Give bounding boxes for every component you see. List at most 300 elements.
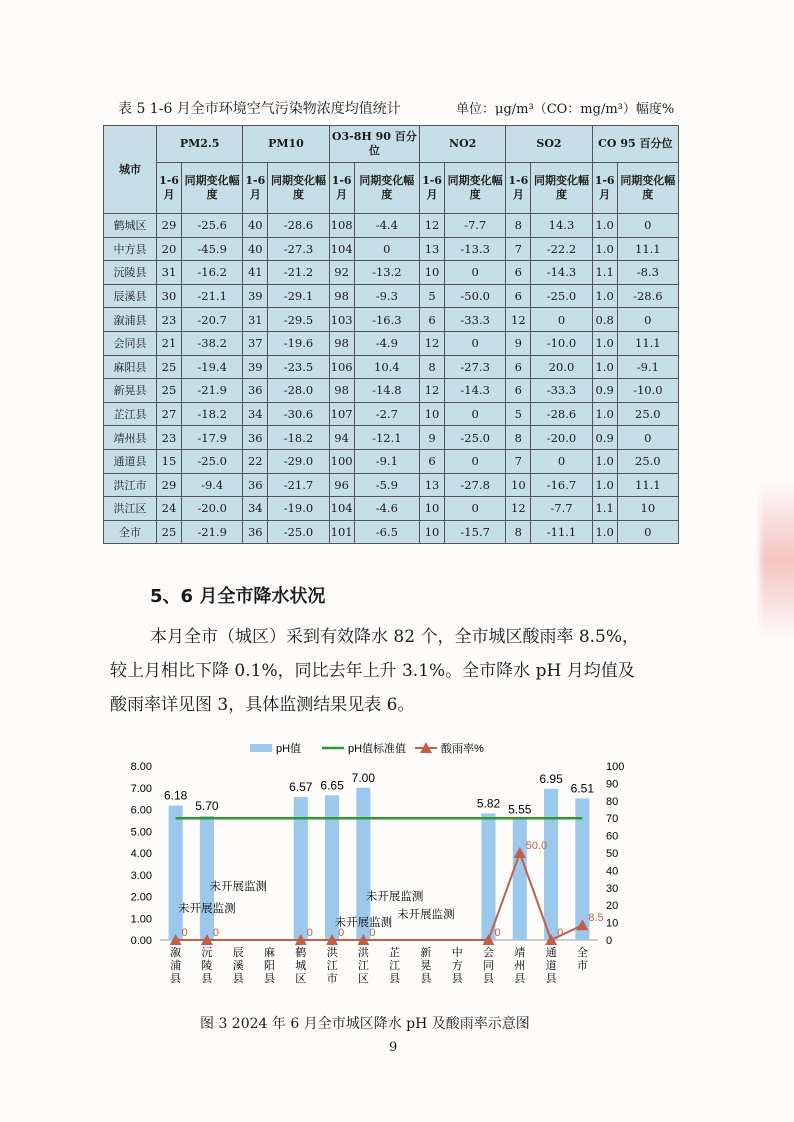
x-category-label: 县 (420, 972, 432, 985)
page-number: 9 (389, 1040, 398, 1055)
x-category-label: 阳 (264, 959, 275, 972)
table-unit: 单位：μg/m³（CO：mg/m³）幅度% (456, 102, 675, 117)
x-category-label: 中 (451, 946, 463, 959)
city-cell: 靖州县 (104, 426, 157, 450)
ph-value-label: 5.55 (508, 802, 532, 817)
x-category-label: 溆 (170, 946, 182, 959)
ph-value-label: 6.18 (163, 788, 188, 803)
value-cell: 108 (329, 214, 354, 238)
value-cell: 14.3 (531, 214, 592, 238)
value-cell: -25.6 (182, 214, 243, 238)
value-cell: -23.5 (268, 355, 329, 379)
value-cell: 9 (420, 426, 445, 450)
x-category-label: 同 (483, 959, 494, 972)
value-cell: -30.6 (268, 402, 329, 426)
ph-value-label: 6.95 (539, 771, 563, 786)
y-right-tick-label: 40 (606, 865, 619, 878)
value-cell: -7.7 (531, 497, 592, 521)
value-cell: -28.0 (268, 379, 329, 403)
value-cell: -19.4 (182, 355, 243, 379)
x-category-label: 市 (576, 959, 588, 972)
ph-value-label: 5.82 (476, 796, 501, 811)
x-category-label: 县 (451, 972, 463, 985)
not-monitored-annotation: 未开展监测 (178, 901, 236, 915)
value-cell: 29 (157, 214, 182, 238)
value-cell: -12.1 (354, 426, 419, 450)
value-cell: 6 (506, 355, 531, 379)
value-cell: 12 (506, 497, 531, 521)
value-cell: -25.0 (182, 449, 243, 473)
ph-bar (513, 819, 527, 940)
value-cell: 20.0 (531, 355, 592, 379)
x-category-label: 县 (483, 972, 494, 985)
value-cell: 36 (243, 426, 268, 450)
ph-value-label: 7.00 (351, 770, 376, 785)
value-cell: 1.0 (592, 331, 617, 355)
value-cell: 29 (157, 473, 182, 497)
x-category-label: 洪 (326, 946, 338, 959)
pollutant-header: CO 95 百分位 (592, 126, 678, 163)
city-header: 城市 (104, 126, 157, 214)
x-category-label: 县 (170, 972, 182, 985)
change-header: 同期变化幅度 (268, 163, 329, 214)
table-caption: 表 5 1-6 月全市环境空气污染物浓度均值统计 (118, 101, 401, 117)
seal-stamp-edge (760, 480, 794, 640)
value-cell: 104 (329, 237, 354, 261)
value-cell: 12 (420, 331, 445, 355)
value-cell: 6 (506, 379, 531, 403)
pollutant-header: PM2.5 (157, 126, 243, 163)
value-cell: 39 (243, 355, 268, 379)
value-cell: 0.8 (592, 308, 617, 332)
value-cell: 0 (445, 497, 506, 521)
acid-rain-label: 0 (494, 927, 501, 939)
legend-label: pH值标准值 (348, 743, 407, 755)
value-cell: 9 (506, 331, 531, 355)
value-cell: 8 (506, 426, 531, 450)
not-monitored-annotation: 未开展监测 (209, 879, 267, 893)
pollutant-header: O3-8H 90 百分位 (329, 126, 419, 163)
value-cell: 1.0 (592, 284, 617, 308)
value-cell: 5 (506, 402, 531, 426)
ph-value-label: 6.51 (570, 781, 595, 796)
table-row (104, 497, 679, 521)
value-cell: 0 (445, 449, 506, 473)
value-cell: -38.2 (182, 331, 243, 355)
value-cell: -22.2 (531, 237, 592, 261)
x-category-label: 芷 (389, 946, 401, 959)
y-left-tick-label: 1.00 (130, 913, 152, 926)
x-category-label: 城 (295, 959, 307, 972)
value-cell: 20 (157, 237, 182, 261)
value-cell: -2.7 (354, 402, 419, 426)
value-cell: 98 (329, 331, 354, 355)
value-cell: -25.0 (445, 426, 506, 450)
table-row (104, 308, 679, 332)
value-cell: 31 (243, 308, 268, 332)
value-cell: 0.9 (592, 426, 617, 450)
value-cell: -21.9 (182, 379, 243, 403)
value-cell: -9.3 (354, 284, 419, 308)
value-cell: 0 (617, 308, 678, 332)
value-cell: -28.6 (617, 284, 678, 308)
value-cell: 1.0 (592, 214, 617, 238)
x-category-label: 全 (576, 946, 588, 959)
y-right-tick-label: 20 (606, 900, 619, 913)
ph-value-label: 6.57 (289, 780, 313, 795)
value-cell: 13 (420, 473, 445, 497)
not-monitored-annotation: 未开展监测 (365, 889, 424, 903)
city-cell: 通道县 (104, 449, 157, 473)
value-cell: 6 (420, 449, 445, 473)
x-category-label: 晃 (420, 959, 432, 972)
value-cell: 10.4 (354, 355, 419, 379)
table-row (104, 237, 679, 261)
table-row (104, 379, 679, 403)
value-cell: 10 (420, 520, 445, 544)
table-row (104, 331, 679, 355)
value-cell: 1.0 (592, 449, 617, 473)
city-cell: 全市 (104, 520, 157, 544)
value-cell: 8 (506, 214, 531, 238)
value-cell: -16.3 (354, 308, 419, 332)
x-category-label: 县 (514, 972, 526, 985)
value-cell: -10.0 (617, 379, 678, 403)
value-cell: 0 (617, 426, 678, 450)
value-cell: -13.2 (354, 261, 419, 285)
x-category-label: 洪 (357, 946, 369, 959)
x-category-label: 沅 (201, 946, 213, 959)
value-cell: 94 (329, 426, 354, 450)
value-cell: 8 (420, 355, 445, 379)
value-cell: -11.1 (531, 520, 592, 544)
value-cell: 107 (329, 402, 354, 426)
acid-rain-label: 0 (338, 927, 345, 939)
table-row (104, 261, 679, 285)
value-cell: -25.0 (268, 520, 329, 544)
value-cell: 100 (329, 449, 354, 473)
city-cell: 洪江区 (104, 497, 157, 521)
x-category-label: 麻 (264, 946, 275, 959)
value-cell: 10 (506, 473, 531, 497)
value-cell: 0 (531, 449, 592, 473)
legend-swatch (250, 744, 272, 752)
x-category-label: 道 (545, 959, 557, 972)
value-cell: -5.9 (354, 473, 419, 497)
x-category-label: 市 (326, 972, 338, 985)
x-category-label: 县 (232, 972, 244, 985)
y-right-tick-label: 30 (606, 882, 619, 895)
x-category-label: 方 (451, 959, 463, 972)
x-category-label: 溪 (232, 959, 244, 972)
y-right-tick-label: 60 (606, 830, 619, 843)
table-row (104, 426, 679, 450)
acid-rain-label: 0 (306, 927, 313, 939)
value-cell: -20.0 (531, 426, 592, 450)
city-cell: 新晃县 (104, 379, 157, 403)
table-row (104, 214, 679, 238)
value-cell: 10 (617, 497, 678, 521)
ph-bar (544, 789, 558, 940)
value-cell: 36 (243, 520, 268, 544)
value-cell: -29.5 (268, 308, 329, 332)
value-cell: 7 (506, 237, 531, 261)
value-cell: 13 (420, 237, 445, 261)
x-category-label: 陵 (201, 959, 213, 972)
value-cell: -33.3 (531, 379, 592, 403)
value-cell: 8 (506, 520, 531, 544)
x-category-label: 县 (389, 972, 401, 985)
value-cell: 104 (329, 497, 354, 521)
value-cell: -9.1 (617, 355, 678, 379)
table-row (104, 520, 679, 544)
value-cell: 101 (329, 520, 354, 544)
value-cell: -6.5 (354, 520, 419, 544)
value-cell: 1.0 (592, 473, 617, 497)
value-cell: -21.9 (182, 520, 243, 544)
value-cell: 27 (157, 402, 182, 426)
value-cell: 0 (354, 237, 419, 261)
period-header: 1-6 月 (157, 163, 182, 214)
change-header: 同期变化幅度 (182, 163, 243, 214)
y-right-tick-label: 50 (606, 848, 619, 860)
value-cell: 0 (617, 214, 678, 238)
city-cell: 溆浦县 (104, 308, 157, 332)
value-cell: -14.8 (354, 379, 419, 403)
value-cell: -9.1 (354, 449, 419, 473)
value-cell: -14.3 (531, 261, 592, 285)
value-cell: -21.7 (268, 473, 329, 497)
value-cell: 0 (617, 520, 678, 544)
value-cell: 6 (506, 261, 531, 285)
air-quality-table (103, 125, 679, 544)
value-cell: 36 (243, 473, 268, 497)
y-left-tick-label: 7.00 (130, 782, 152, 795)
value-cell: 23 (157, 426, 182, 450)
x-category-label: 江 (326, 959, 338, 972)
value-cell: -18.2 (182, 402, 243, 426)
value-cell: 106 (329, 355, 354, 379)
value-cell: 0 (445, 402, 506, 426)
value-cell: 30 (157, 284, 182, 308)
ph-bar (481, 813, 495, 940)
value-cell: -4.6 (354, 497, 419, 521)
value-cell: -50.0 (445, 284, 506, 308)
x-category-label: 辰 (232, 946, 244, 959)
value-cell: 12 (420, 214, 445, 238)
value-cell: 1.0 (592, 237, 617, 261)
change-header: 同期变化幅度 (354, 163, 419, 214)
table-row (104, 449, 679, 473)
change-header: 同期变化幅度 (445, 163, 506, 214)
ph-value-label: 5.70 (195, 799, 219, 814)
period-header: 1-6 月 (420, 163, 445, 214)
x-category-label: 区 (357, 972, 369, 985)
value-cell: 98 (329, 379, 354, 403)
value-cell: 98 (329, 284, 354, 308)
x-category-label: 江 (357, 959, 369, 972)
pollutant-header: NO2 (420, 126, 506, 163)
value-cell: -8.3 (617, 261, 678, 285)
value-cell: 1.0 (592, 355, 617, 379)
value-cell: 6 (420, 308, 445, 332)
value-cell: 1.1 (592, 497, 617, 521)
x-category-label: 县 (545, 972, 557, 985)
ph-value-label: 6.65 (320, 778, 344, 793)
value-cell: -28.6 (531, 402, 592, 426)
y-right-tick-label: 90 (606, 778, 619, 791)
value-cell: -28.6 (268, 214, 329, 238)
y-left-tick-label: 2.00 (130, 891, 152, 904)
ph-bar (575, 798, 589, 940)
value-cell: -9.4 (182, 473, 243, 497)
y-left-tick-label: 4.00 (130, 848, 152, 860)
acid-rain-label: 0 (212, 927, 220, 939)
value-cell: -17.9 (182, 426, 243, 450)
table-row (104, 284, 679, 308)
value-cell: -45.9 (182, 237, 243, 261)
city-cell: 辰溪县 (104, 284, 157, 308)
value-cell: -19.0 (268, 497, 329, 521)
y-left-tick-label: 5.00 (130, 826, 152, 839)
not-monitored-annotation: 未开展监测 (397, 907, 455, 921)
x-category-label: 会 (483, 946, 494, 959)
acid-rain-label: 8.5 (588, 912, 604, 925)
value-cell: 92 (329, 261, 354, 285)
value-cell: -7.7 (445, 214, 506, 238)
value-cell: 0 (531, 308, 592, 332)
paragraph-line: 本月全市（城区）采到有效降水 82 个，全市城区酸雨率 8.5%， (150, 627, 640, 647)
value-cell: 0 (445, 331, 506, 355)
city-cell: 会同县 (104, 331, 157, 355)
value-cell: 22 (243, 449, 268, 473)
x-category-label: 县 (201, 972, 213, 985)
change-header: 同期变化幅度 (617, 163, 678, 214)
x-category-label: 新 (420, 946, 432, 959)
not-monitored-annotation: 未开展监测 (334, 915, 393, 929)
value-cell: 34 (243, 402, 268, 426)
x-category-label: 县 (264, 972, 275, 985)
y-left-tick-label: 6.00 (130, 804, 152, 817)
x-category-label: 鹤 (295, 946, 307, 959)
value-cell: -21.1 (182, 284, 243, 308)
pollutant-header: SO2 (506, 126, 592, 163)
value-cell: -4.4 (354, 214, 419, 238)
x-category-label: 区 (295, 972, 307, 985)
value-cell: -16.7 (531, 473, 592, 497)
city-cell: 麻阳县 (104, 355, 157, 379)
value-cell: 40 (243, 214, 268, 238)
ph-bar (200, 816, 214, 940)
table-row (104, 355, 679, 379)
value-cell: 25.0 (617, 402, 678, 426)
value-cell: 25 (157, 379, 182, 403)
table-row (104, 473, 679, 497)
value-cell: 1.0 (592, 520, 617, 544)
value-cell: -33.3 (445, 308, 506, 332)
value-cell: -27.3 (268, 237, 329, 261)
value-cell: 6 (506, 284, 531, 308)
value-cell: 12 (420, 379, 445, 403)
x-category-label: 通 (545, 946, 557, 959)
y-right-tick-label: 80 (606, 795, 619, 808)
value-cell: -13.3 (445, 237, 506, 261)
acid-rain-label: 50.0 (525, 840, 548, 852)
city-cell: 沅陵县 (104, 261, 157, 285)
value-cell: 25 (157, 355, 182, 379)
value-cell: 25.0 (617, 449, 678, 473)
legend-label: pH值 (276, 743, 302, 755)
x-category-label: 浦 (170, 959, 182, 972)
value-cell: 34 (243, 497, 268, 521)
value-cell: -27.8 (445, 473, 506, 497)
value-cell: 39 (243, 284, 268, 308)
y-right-tick-label: 10 (606, 917, 619, 930)
legend-label: 酸雨率% (441, 743, 484, 755)
value-cell: 96 (329, 473, 354, 497)
value-cell: 10 (420, 402, 445, 426)
value-cell: 11.1 (617, 331, 678, 355)
y-left-tick-label: 3.00 (130, 869, 152, 882)
acid-rain-label: 0 (181, 927, 188, 939)
acid-rain-label: 0 (557, 927, 564, 939)
value-cell: -14.3 (445, 379, 506, 403)
x-category-label: 州 (514, 959, 526, 972)
value-cell: 25 (157, 520, 182, 544)
value-cell: 21 (157, 331, 182, 355)
city-cell: 鹤城区 (104, 214, 157, 238)
acid-rain-label: 0 (369, 927, 376, 939)
section-title: 5、6 月全市降水状况 (150, 586, 326, 607)
value-cell: -15.7 (445, 520, 506, 544)
period-header: 1-6 月 (506, 163, 531, 214)
value-cell: -18.2 (268, 426, 329, 450)
table-row (104, 402, 679, 426)
value-cell: 40 (243, 237, 268, 261)
value-cell: -29.0 (268, 449, 329, 473)
value-cell: 7 (506, 449, 531, 473)
value-cell: -16.2 (182, 261, 243, 285)
value-cell: -20.0 (182, 497, 243, 521)
figure-caption: 图 3 2024 年 6 月全市城区降水 pH 及酸雨率示意图 (200, 1016, 530, 1032)
value-cell: 1.0 (592, 402, 617, 426)
ph-acid-rain-chart (100, 740, 660, 1010)
value-cell: 11.1 (617, 237, 678, 261)
value-cell: -10.0 (531, 331, 592, 355)
city-cell: 芷江县 (104, 402, 157, 426)
city-cell: 中方县 (104, 237, 157, 261)
value-cell: 15 (157, 449, 182, 473)
period-header: 1-6 月 (592, 163, 617, 214)
x-category-label: 靖 (514, 946, 526, 959)
value-cell: 5 (420, 284, 445, 308)
value-cell: -20.7 (182, 308, 243, 332)
value-cell: 31 (157, 261, 182, 285)
value-cell: 36 (243, 379, 268, 403)
value-cell: -25.0 (531, 284, 592, 308)
value-cell: 0 (445, 261, 506, 285)
value-cell: 41 (243, 261, 268, 285)
paragraph-line: 较上月相比下降 0.1%，同比去年上升 3.1%。全市降水 pH 月均值及 (110, 661, 635, 681)
pollutant-header: PM10 (243, 126, 329, 163)
y-left-tick-label: 0.00 (130, 935, 152, 947)
value-cell: 10 (420, 261, 445, 285)
value-cell: 11.1 (617, 473, 678, 497)
y-left-tick-label: 8.00 (130, 761, 152, 773)
y-right-tick-label: 100 (606, 761, 625, 773)
value-cell: 0.9 (592, 379, 617, 403)
value-cell: 37 (243, 331, 268, 355)
